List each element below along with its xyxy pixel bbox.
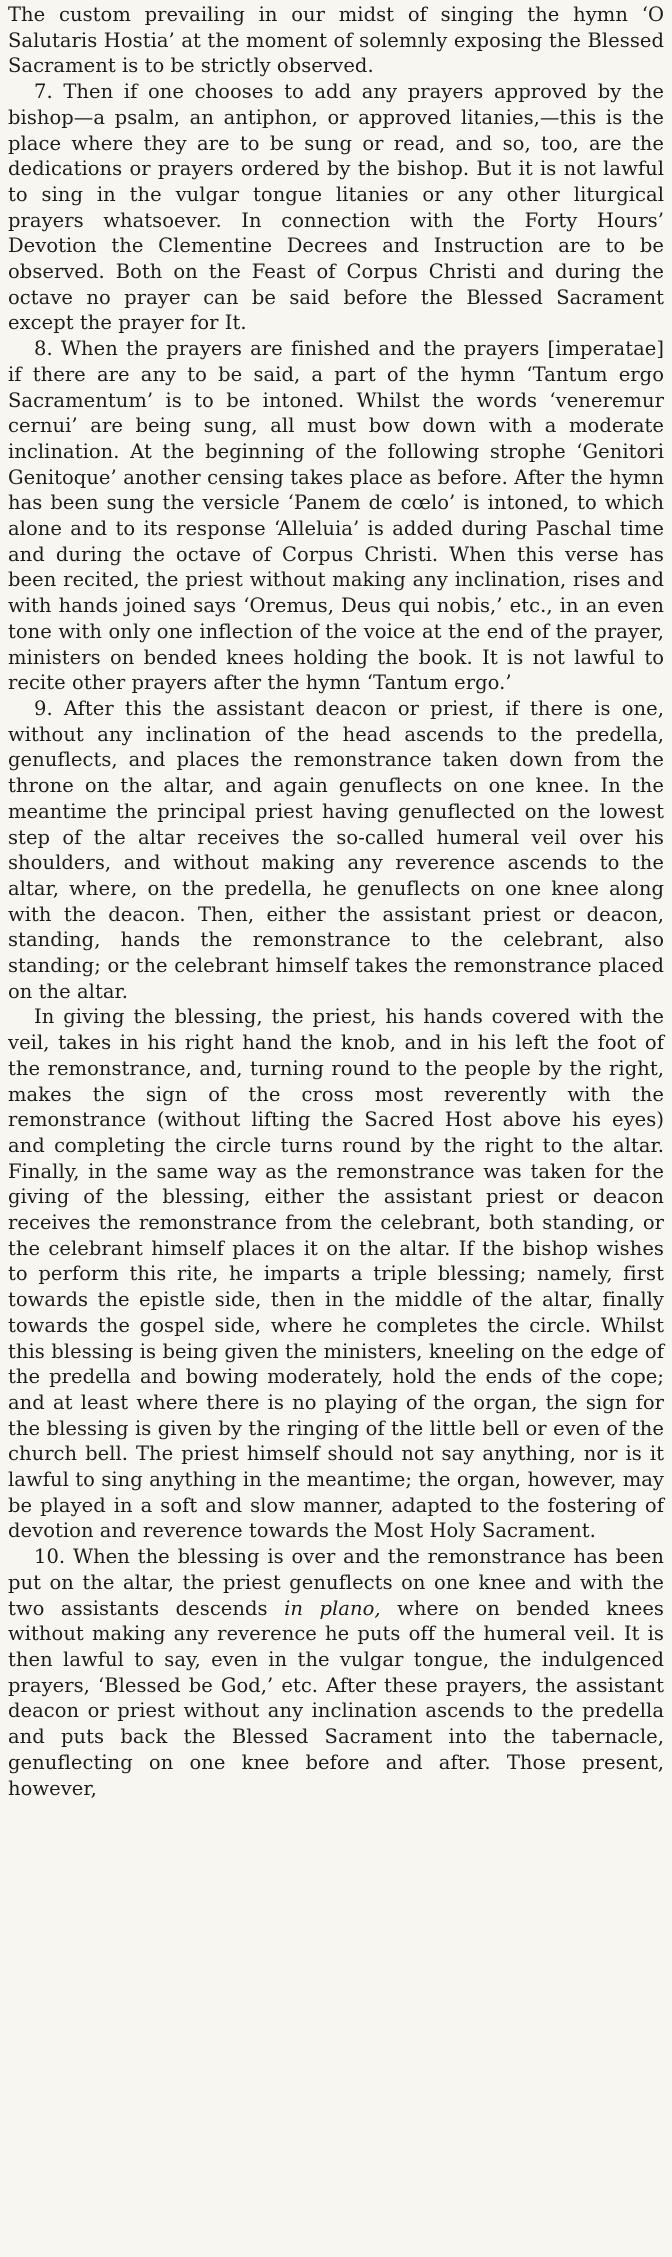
paragraph-10: [8, 1544, 664, 1801]
article-column: [8, 2, 664, 1801]
paragraph-10-italic-phrase: in plano,: [284, 1596, 381, 1620]
paragraph-8: 8. When the prayers are finished and the prayers [imperatae] if there are any to be said, a part of the hymn ‘Tantum ergo Sacramentum’ is to be intoned. Whilst the words ‘veneremur cernui’ are being sung, all must bow down with a moderate inclination. At the beginning of the following strophe ‘Genitori Genitoque’ another censing takes place as before. After the hymn has been sung the versicle ‘Panem de cœlo’ is intoned, to which alone and to its response ‘Alleluia’ is added during Paschal time and during the octave of Corpus Christi. When this verse has been recited, the priest without making any inclination, rises and with hands joined says ‘Oremus, Deus qui nobis,’ etc., in an even tone with only one inflection of the voice at the end of the prayer, ministers on bended knees holding the book. It is not lawful to recite other prayers after the hymn ‘Tantum ergo.’: [8, 337, 664, 695]
paragraph-10-text-end: where on bended knees without making any reverence he puts off the humeral veil. It is then lawful to say, even in the vulgar tongue, the indulgenced prayers, ‘Blessed be God,’ etc. After these prayers, the assistant deacon or priest without any inclination ascends to the predella and puts back the Blessed Sacrament into the tabernacle, genuflecting on one knee before and after. Those present, however,: [8, 1596, 664, 1800]
paragraph-9-blessing: In giving the blessing, the priest, his hands covered with the veil, takes in his right hand the knob, and in his left the foot of the remonstrance, and, turning round to the people by the right, makes the sign of the cross most reverently with the remonstrance (without lifting the Sacred Host above his eyes) and completing the circle turns round by the right to the altar. Finally, in the same way as the remonstrance was taken for the giving of the blessing, either the assistant priest or deacon receives the remonstrance from the celebrant, both standing, or the celebrant himself places it on the altar. If the bishop wishes to perform this rite, he imparts a triple blessing; namely, first towards the epistle side, then in the middle of the altar, finally towards the gospel side, where he completes the circle. Whilst this blessing is being given the ministers, kneeling on the edge of the predella and bowing moderately, hold the ends of the cope; and at least where there is no playing of the organ, the sign for the blessing is given by the ringing of the little bell or even of the church bell. The priest himself should not say anything, nor is it lawful to sing anything in the meantime; the organ, however, may be played in a soft and slow manner, adapted to the fostering of devotion and reverence towards the Most Holy Sacrament.: [8, 1005, 664, 1543]
paragraph-7: 7. Then if one chooses to add any prayers approved by the bishop—a psalm, an antiphon, or approved litanies,—this is the place where they are to be sung or read, and so, too, are the dedications or prayers ordered by the bishop. But it is not lawful to sing in the vulgar tongue litanies or any other liturgical prayers whatsoever. In connection with the Forty Hours’ Devotion the Clementine Decrees and Instruction are to be observed. Both on the Feast of Corpus Christi and during the octave no prayer can be said before the Blessed Sacrament except the prayer for It.: [8, 80, 664, 335]
paragraph-9: 9. After this the assistant deacon or priest, if there is one, without any inclination of the head ascends to the predella, genuflects, and places the remonstrance taken down from the throne on the altar, and again genuflects on one knee. In the meantime the principal priest having genuflected on the lowest step of the altar receives the so-called humeral veil over his shoulders, and without making any reverence ascends to the altar, where, on the predella, he genuflects on one knee along with the deacon. Then, either the assistant priest or deacon, standing, hands the remonstrance to the celebrant, also standing; or the celebrant himself takes the remonstrance placed on the altar.: [8, 696, 664, 1003]
paragraph-10-text-start: 10. When the blessing is over and the remonstrance has been put on the altar, the priest genuflects on one knee and with the two assistants descends: [8, 1545, 664, 1620]
paragraph-continuation: The custom prevailing in our midst of singing the hymn ‘O Salutaris Hostia’ at the moment of solemnly exposing the Blessed Sacrament is to be strictly observed.: [8, 3, 664, 78]
